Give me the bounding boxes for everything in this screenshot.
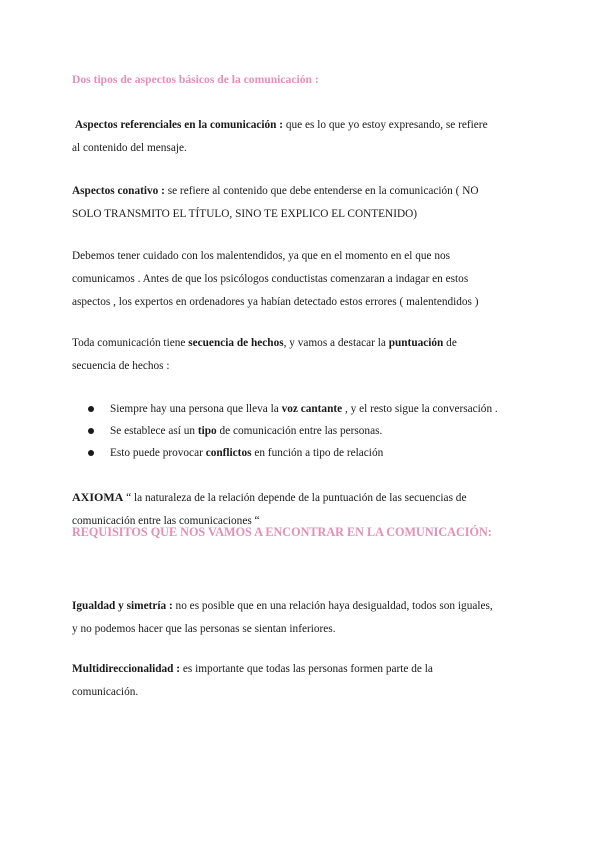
text-run: Toda comunicación tiene xyxy=(72,337,189,349)
paragraph-line: aspectos , los expertos en ordenadores ya habían detectado estos errores ( malentendidos ) xyxy=(72,296,479,308)
paragraph-line xyxy=(72,180,532,203)
term-igualdad: Igualdad y simetría : xyxy=(72,600,173,612)
term-axioma: AXIOMA xyxy=(72,490,124,504)
definition-text: se refiere al contenido que debe entenderse en la comunicación ( NO xyxy=(164,185,479,197)
paragraph-malentendidos xyxy=(72,245,532,314)
paragraph-line: comunicamos . Antes de que los psicólogos conductistas comenzaran a indagar en estos xyxy=(72,273,469,285)
paragraph-line xyxy=(72,658,532,681)
paragraph-line: SOLO TRANSMITO EL TÍTULO, SINO TE EXPLICO EL CONTENIDO) xyxy=(72,208,418,220)
section-heading-dos-tipos: Dos tipos de aspectos básicos de la comunicación : xyxy=(72,73,319,86)
text-run: de comunicación entre las personas. xyxy=(216,425,383,437)
list-item xyxy=(88,442,498,464)
paragraph-line xyxy=(72,595,532,618)
list-item xyxy=(88,420,498,442)
text-run: es importante que todas las personas formen parte de la xyxy=(180,663,433,675)
paragraph-line: Debemos tener cuidado con los malentendidos, ya que en el momento en el que nos xyxy=(72,250,451,262)
paragraph-multidireccionalidad xyxy=(72,658,532,704)
term-multidireccionalidad: Multidireccionalidad : xyxy=(72,663,181,675)
paragraph-igualdad xyxy=(72,595,532,641)
bullet-list xyxy=(88,398,498,464)
paragraph-secuencia xyxy=(72,332,532,378)
bullet-icon xyxy=(88,450,94,456)
list-item xyxy=(88,398,498,420)
section-heading-requisitos: REQUISITOS QUE NOS VAMOS A ENCONTRAR EN LA COMUNICACIÓN: xyxy=(72,525,492,539)
text-run: de xyxy=(443,337,457,349)
term-tipo: tipo xyxy=(197,425,217,437)
term-conflictos: conflictos xyxy=(205,447,252,459)
bullet-icon xyxy=(88,428,94,434)
paragraph-line: comunicación. xyxy=(72,686,139,698)
paragraph-line xyxy=(72,486,532,510)
paragraph-line xyxy=(72,332,532,355)
paragraph-line: secuencia de hechos : xyxy=(72,360,170,372)
bullet-icon xyxy=(88,406,94,412)
paragraph-line: y no podemos hacer que las personas se sientan inferiores. xyxy=(72,623,336,635)
text-run: , y vamos a destacar la xyxy=(283,337,389,349)
term-puntuacion: puntuación xyxy=(388,337,444,349)
paragraph-line: comunicación entre las comunicaciones “ xyxy=(72,515,260,527)
term-conativo: Aspectos conativo : xyxy=(72,185,165,197)
definition-text: que es lo que yo estoy expresando, se refiere xyxy=(283,119,488,131)
text-run: en función a tipo de relación xyxy=(251,447,384,459)
text-run: Esto puede provocar xyxy=(110,447,206,459)
paragraph-referenciales xyxy=(72,114,532,160)
text-run: Siempre hay una persona que lleva la xyxy=(110,403,282,415)
term-secuencia-de-hechos: secuencia de hechos xyxy=(188,337,284,349)
term-voz-cantante: voz cantante xyxy=(281,403,343,415)
paragraph-line: al contenido del mensaje. xyxy=(72,142,187,154)
text-run: , y el resto sigue la conversación . xyxy=(342,403,498,415)
text-run: no es posible que en una relación haya desigualdad, todos son iguales, xyxy=(172,600,493,612)
text-run: “ la naturaleza de la relación depende de la puntuación de las secuencias de xyxy=(123,492,467,504)
paragraph-line xyxy=(72,114,532,137)
term-referenciales: Aspectos referenciales en la comunicación : xyxy=(74,119,284,131)
text-run: Se establece así un xyxy=(110,425,198,437)
paragraph-conativo xyxy=(72,180,532,226)
